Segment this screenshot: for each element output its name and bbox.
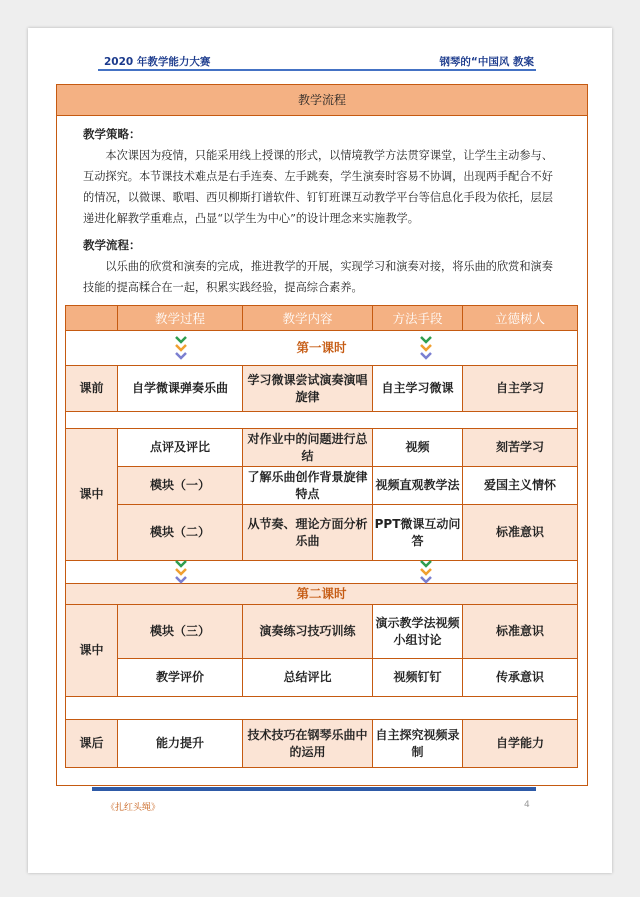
process-cell: 模块（一）	[118, 467, 243, 505]
virtue-cell: 刻苦学习	[463, 429, 578, 467]
table-row-post	[66, 720, 578, 768]
virtue-cell: 爱国主义情怀	[463, 467, 578, 505]
header-process: 教学过程	[118, 306, 243, 331]
box-title: 教学流程	[57, 85, 587, 116]
method-cell: 自主探究视频录制	[373, 720, 463, 768]
process-cell: 教学评价	[118, 659, 243, 697]
page-number: 4	[524, 800, 530, 810]
content-cell: 演奏练习技巧训练	[243, 605, 373, 659]
content-cell: 学习微课尝试演奏演唱旋律	[243, 366, 373, 412]
lesson2-row	[66, 584, 578, 605]
content-cell: 从节奏、理论方面分析乐曲	[243, 505, 373, 561]
process-cell: 自学微课弹奏乐曲	[118, 366, 243, 412]
header-method: 方法手段	[373, 306, 463, 331]
phase-post: 课后	[66, 720, 118, 768]
method-cell: 演示教学法视频小组讨论	[373, 605, 463, 659]
lesson2-title: 第二课时	[296, 586, 347, 601]
strategy-heading: 教学策略：	[83, 127, 141, 141]
table-row-pre	[66, 366, 578, 412]
phase-label: 课前	[79, 381, 104, 395]
phase-pre	[66, 366, 118, 412]
strategy-text: 本次课因为疫情，只能采用线上授课的形式，以情境教学方法贯穿课堂，让学生主动参与、互动探究。本节课技术难点是右手连奏、左手跳奏，学生演奏时容易不协调，出现两手配合不好的情况，以微课、歌唱、西贝柳斯打谱软件、钉钉班课互动教学平台等信息化手段为依托，层层递进化解教学重难点，凸显“以学生为中心”的设计理念来实施教学。	[83, 149, 553, 225]
method-cell: 视频直观教学法	[373, 467, 463, 505]
chevron-down-icon	[419, 334, 433, 367]
table-row-mid1-b	[66, 467, 578, 505]
content-cell: 技术技巧在钢琴乐曲中的运用	[243, 720, 373, 768]
header-content: 教学内容	[243, 306, 373, 331]
header-right: 钢琴的“中国风 教案	[439, 56, 534, 68]
virtue-cell: 标准意识	[463, 605, 578, 659]
phase-mid1: 课中	[66, 429, 118, 561]
table-header-row	[66, 306, 578, 331]
flow-heading: 教学流程：	[83, 238, 141, 252]
virtue-cell: 自主学习	[463, 366, 578, 412]
method-cell: PPT微课互动问答	[373, 505, 463, 561]
virtue-cell: 标准意识	[463, 505, 578, 561]
process-cell: 能力提升	[118, 720, 243, 768]
chevron-down-icon	[174, 558, 188, 591]
process-cell: 模块（三）	[118, 605, 243, 659]
chevron-down-icon	[174, 334, 188, 367]
process-cell: 模块（二）	[118, 505, 243, 561]
virtue-cell: 自学能力	[463, 720, 578, 768]
content-cell: 了解乐曲创作背景旋律特点	[243, 467, 373, 505]
content-cell: 总结评比	[243, 659, 373, 697]
footer-rule	[92, 787, 536, 791]
table-row-mid2-b	[66, 659, 578, 697]
lesson1-title: 第一课时	[296, 340, 347, 355]
chevron-down-icon	[419, 558, 433, 591]
header-left: 2020 年教学能力大赛	[104, 56, 211, 68]
gap-row	[66, 412, 578, 429]
method-cell: 自主学习微课	[373, 366, 463, 412]
phase-mid2: 课中	[66, 605, 118, 697]
text-area	[57, 116, 587, 298]
header-virtue: 立德树人	[463, 306, 578, 331]
header-blank	[66, 306, 118, 331]
table-row-mid1	[66, 429, 578, 467]
flow-box	[56, 84, 588, 786]
gap-row	[66, 697, 578, 720]
virtue-cell: 传承意识	[463, 659, 578, 697]
content-cell: 对作业中的问题进行总结	[243, 429, 373, 467]
process-cell: 点评及评比	[118, 429, 243, 467]
flow-text: 以乐曲的欣赏和演奏的完成，推进教学的开展，实现学习和演奏对接，将乐曲的欣赏和演奏技能的提高糅合在一起，积累实践经验，提高综合素养。	[83, 260, 553, 294]
header-rule	[98, 69, 536, 71]
table-row-mid2	[66, 605, 578, 659]
method-cell: 视频	[373, 429, 463, 467]
method-cell: 视频钉钉	[373, 659, 463, 697]
footer-title: 《扎红头绳》	[106, 803, 161, 813]
table-row-mid1-c	[66, 505, 578, 561]
flow-table	[65, 305, 578, 768]
lesson1-row	[66, 331, 578, 366]
chevron-row	[66, 561, 578, 584]
